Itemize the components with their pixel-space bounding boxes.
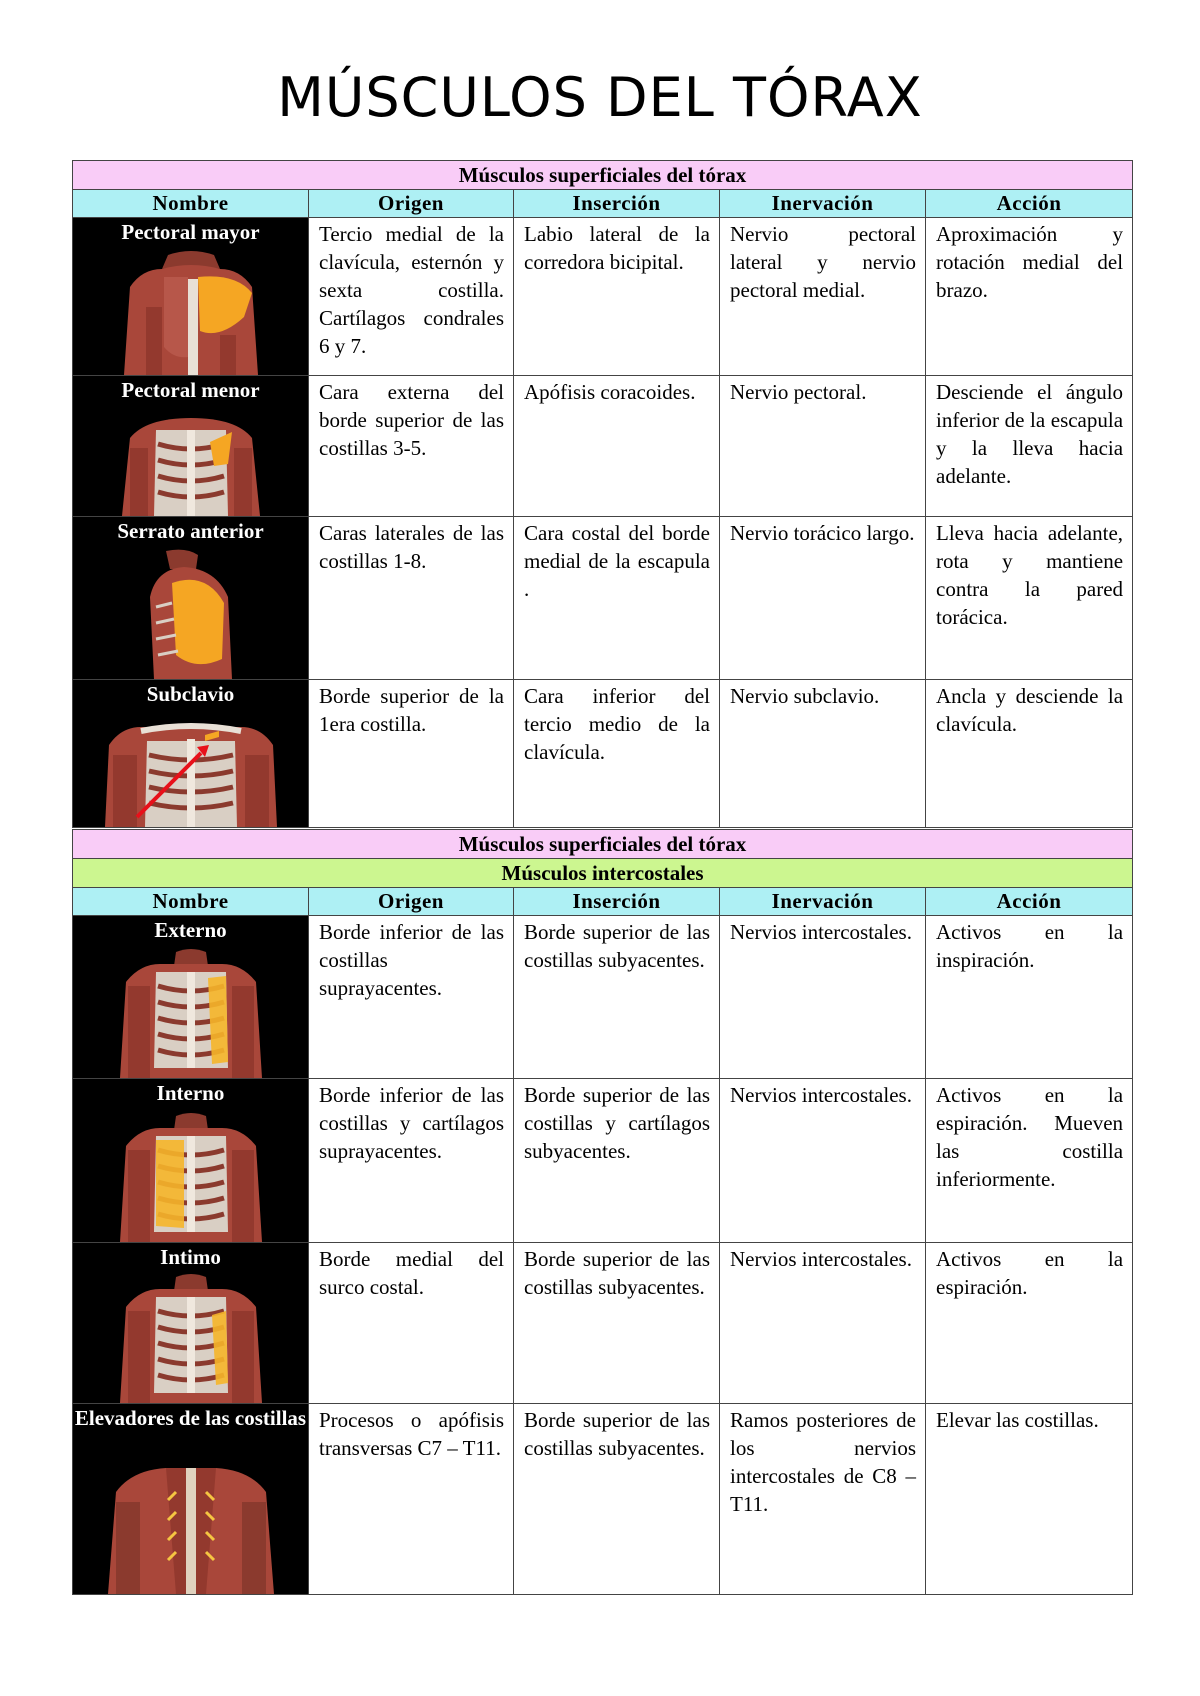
inervacion-cell: Nervios intercostales. (720, 1243, 926, 1404)
muscle-name-cell (73, 218, 309, 376)
inervacion-cell: Nervios intercostales. (720, 916, 926, 1079)
accion-cell: Elevar las costillas. (926, 1404, 1133, 1595)
muscle-name: Pectoral mayor (121, 220, 260, 244)
insercion-cell: Borde superior de las costillas subyacentes. (514, 1404, 720, 1595)
accion-cell: Activos en la espiración. (926, 1243, 1133, 1404)
accion-cell: Desciende el ángulo inferior de la escapula y la lleva hacia adelante. (926, 376, 1133, 517)
origen-cell: Caras laterales de las costillas 1-8. (309, 517, 514, 680)
muscle-name-cell (73, 1079, 309, 1243)
inervacion-cell: Nervio pectoral. (720, 376, 926, 517)
table-row (73, 517, 1133, 680)
header-nombre: Nombre (73, 190, 309, 218)
header-inervacion: Inervación (720, 888, 926, 916)
header-accion: Acción (926, 888, 1133, 916)
accion-cell: Activos en la inspiración. (926, 916, 1133, 1079)
insercion-cell: Borde superior de las costillas y cartílagos subyacentes. (514, 1079, 720, 1243)
table-row (73, 1404, 1133, 1595)
muscle-name-cell (73, 1243, 309, 1404)
accion-cell: Activos en la espiración. Mueven las costilla inferiormente. (926, 1079, 1133, 1243)
table-row (73, 218, 1133, 376)
insercion-cell: Labio lateral de la corredora bicipital. (514, 218, 720, 376)
insercion-cell: Apófisis coracoides. (514, 376, 720, 517)
intercostal-muscles-table (72, 829, 1133, 1595)
inervacion-cell: Nervio subclavio. (720, 680, 926, 828)
muscle-name: Elevadores de las costillas (74, 1406, 307, 1430)
subclavio-illustration (101, 715, 281, 827)
accion-cell: Lleva hacia adelante, rota y mantiene contra la pared torácica. (926, 517, 1133, 680)
muscle-name: Intimo (160, 1245, 221, 1269)
origen-cell: Borde medial del surco costal. (309, 1243, 514, 1404)
muscle-name: Subclavio (146, 682, 235, 706)
header-accion: Acción (926, 190, 1133, 218)
page-title: MÚSCULOS DEL TÓRAX (277, 66, 923, 129)
insercion-cell: Cara inferior del tercio medio de la clavícula. (514, 680, 720, 828)
header-inervacion: Inervación (720, 190, 926, 218)
header-row (73, 888, 1133, 916)
origen-cell: Procesos o apófisis transversas C7 – T11. (309, 1404, 514, 1595)
superficial-muscles-table (72, 160, 1133, 828)
pectoral-menor-illustration (116, 408, 266, 516)
section-band: Músculos superficiales del tórax (73, 161, 1133, 190)
insercion-cell: Borde superior de las costillas subyacentes. (514, 1243, 720, 1404)
origen-cell: Borde inferior de las costillas y cartílagos suprayacentes. (309, 1079, 514, 1243)
table-row (73, 376, 1133, 517)
muscle-name: Externo (154, 918, 227, 942)
elevadores-costillas-illustration (106, 1462, 276, 1594)
table-row (73, 1243, 1133, 1404)
accion-cell: Aproximación y rotación medial del brazo. (926, 218, 1133, 376)
insercion-cell: Borde superior de las costillas subyacentes. (514, 916, 720, 1079)
accion-cell: Ancla y desciende la clavícula. (926, 680, 1133, 828)
muscle-name-cell (73, 376, 309, 517)
table-row (73, 916, 1133, 1079)
header-origen: Origen (309, 190, 514, 218)
header-insercion: Inserción (514, 888, 720, 916)
header-insercion: Inserción (514, 190, 720, 218)
inervacion-cell: Nervio pectoral lateral y nervio pectoral medial. (720, 218, 926, 376)
muscle-name-cell (73, 916, 309, 1079)
muscle-name: Serrato anterior (117, 519, 264, 543)
muscle-name-cell (73, 517, 309, 680)
muscle-name-cell (73, 680, 309, 828)
header-nombre: Nombre (73, 888, 309, 916)
intercostal-interno-illustration (116, 1110, 266, 1242)
pectoral-mayor-illustration (116, 247, 266, 375)
subsection-band: Músculos intercostales (73, 859, 1133, 888)
section-band: Músculos superficiales del tórax (73, 830, 1133, 859)
header-row (73, 190, 1133, 218)
inervacion-cell: Ramos posteriores de los nervios intercostales de C8 – T11. (720, 1404, 926, 1595)
inervacion-cell: Nervios intercostales. (720, 1079, 926, 1243)
intercostal-intimo-illustration (116, 1271, 266, 1403)
table-row (73, 1079, 1133, 1243)
muscle-name: Pectoral menor (121, 378, 260, 402)
inervacion-cell: Nervio torácico largo. (720, 517, 926, 680)
origen-cell: Tercio medial de la clavícula, esternón y sexta costilla. Cartílagos condrales 6 y 7. (309, 218, 514, 376)
origen-cell: Borde superior de la 1era costilla. (309, 680, 514, 828)
serrato-anterior-illustration (136, 547, 246, 679)
intercostal-externo-illustration (116, 946, 266, 1078)
muscle-name: Interno (156, 1081, 225, 1105)
table-row (73, 680, 1133, 828)
origen-cell: Cara externa del borde superior de las costillas 3-5. (309, 376, 514, 517)
insercion-cell: Cara costal del borde medial de la escapula . (514, 517, 720, 680)
muscle-name-cell (73, 1404, 309, 1595)
header-origen: Origen (309, 888, 514, 916)
origen-cell: Borde inferior de las costillas suprayacentes. (309, 916, 514, 1079)
